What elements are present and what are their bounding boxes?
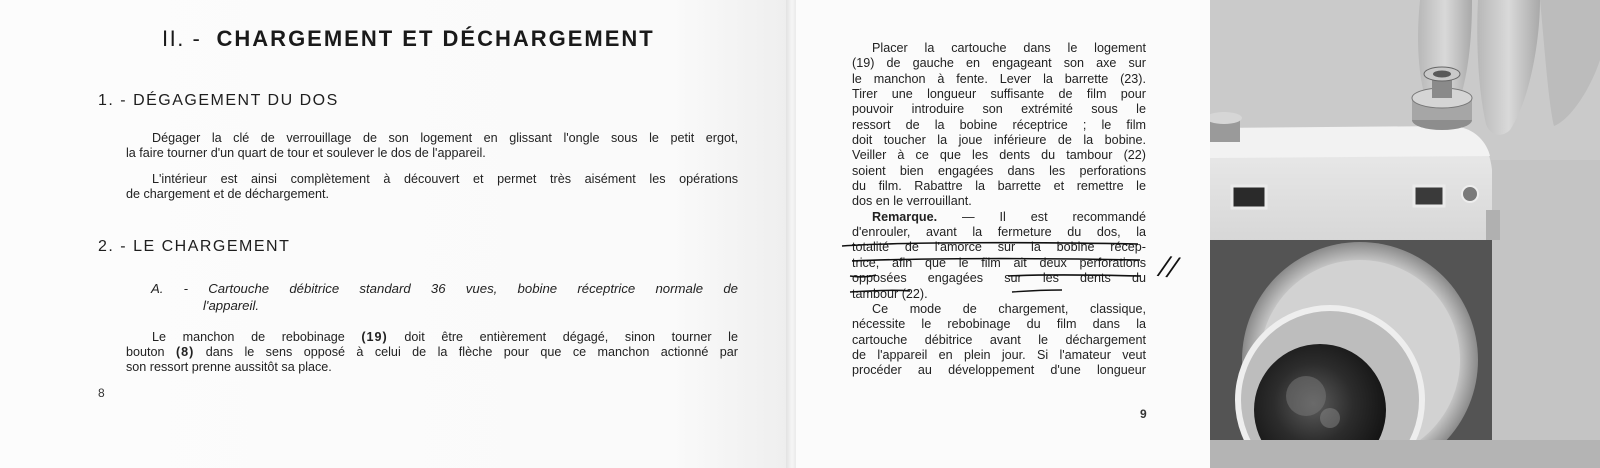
page-number-left: 8 xyxy=(98,386,105,400)
chapter-number: II. - xyxy=(162,26,202,51)
page-number-right: 9 xyxy=(1140,407,1147,421)
remark-label: Remarque. xyxy=(872,209,938,224)
margin-mark: // xyxy=(1157,250,1180,284)
section-1-paragraph-1: Dégager la clé de verrouillage de son logement en glissant l'ongle sous le petit ergot, la faire tourner d'un quart de tour et soulever le dos de l'appareil. xyxy=(126,131,738,160)
remark-first-line: Remarque. — Il est recommandé xyxy=(872,209,1146,224)
book-gutter xyxy=(786,0,796,468)
section-2-paragraph-1: Le manchon de rebobinage (19) doit être entièrement dégagé, sinon tourner le bouton (8) dans le sens opposé à celui de la flèche pour que ce manchon actionné par son ressort prenne aussitôt sa place. xyxy=(126,330,738,374)
chapter-heading: CHARGEMENT ET DÉCHARGEMENT xyxy=(216,26,655,51)
right-page-text: Placer la cartouche dans le logement (19) de gauche en engageant son axe sur le manchon à fente. Lever la barrette (23). Tirer une longueur suffisante de film pour pouvoir introduire son extrémité sous le ressort de la bobine réceptrice ; le film doit toucher la joue inférieure de la bobine. Veiller à ce que les dents du tambour (22) soient bien engagées dans les perforations du film. Rabattre la barrette et remettre le dos en le verrouillant. Remarque. — Il est recommandé d'enrouler, avant la fermeture du dos, la totalité de l'amorce sur la bobine récep- trice, afin que le film ait deux perforations opposées engagées sur les dents du tambour (22). Ce mode de chargement, classique, nécessite le rebobinage du film dans la cartouche débitrice avant le déchargement de l'appareil en plein jour. Si l'amateur veut procéder au développement d'une longueur xyxy=(852,41,1146,378)
left-page xyxy=(0,0,790,468)
chapter-title xyxy=(162,26,655,52)
section-1-paragraph-2: L'intérieur est ainsi complètement à découvert et permet très aisément les opérations de chargement et de déchargement. xyxy=(126,172,738,201)
section-2-heading: 2. - LE CHARGEMENT xyxy=(98,238,291,255)
subsection-a: A. - Cartouche débitrice standard 36 vues, bobine réceptrice normale de l'appareil. xyxy=(151,281,738,313)
section-1-heading: 1. - DÉGAGEMENT DU DOS xyxy=(98,92,339,109)
camera-photo xyxy=(1210,0,1600,468)
handwritten-underlines xyxy=(840,230,1170,310)
camera-icon xyxy=(1210,0,1600,468)
